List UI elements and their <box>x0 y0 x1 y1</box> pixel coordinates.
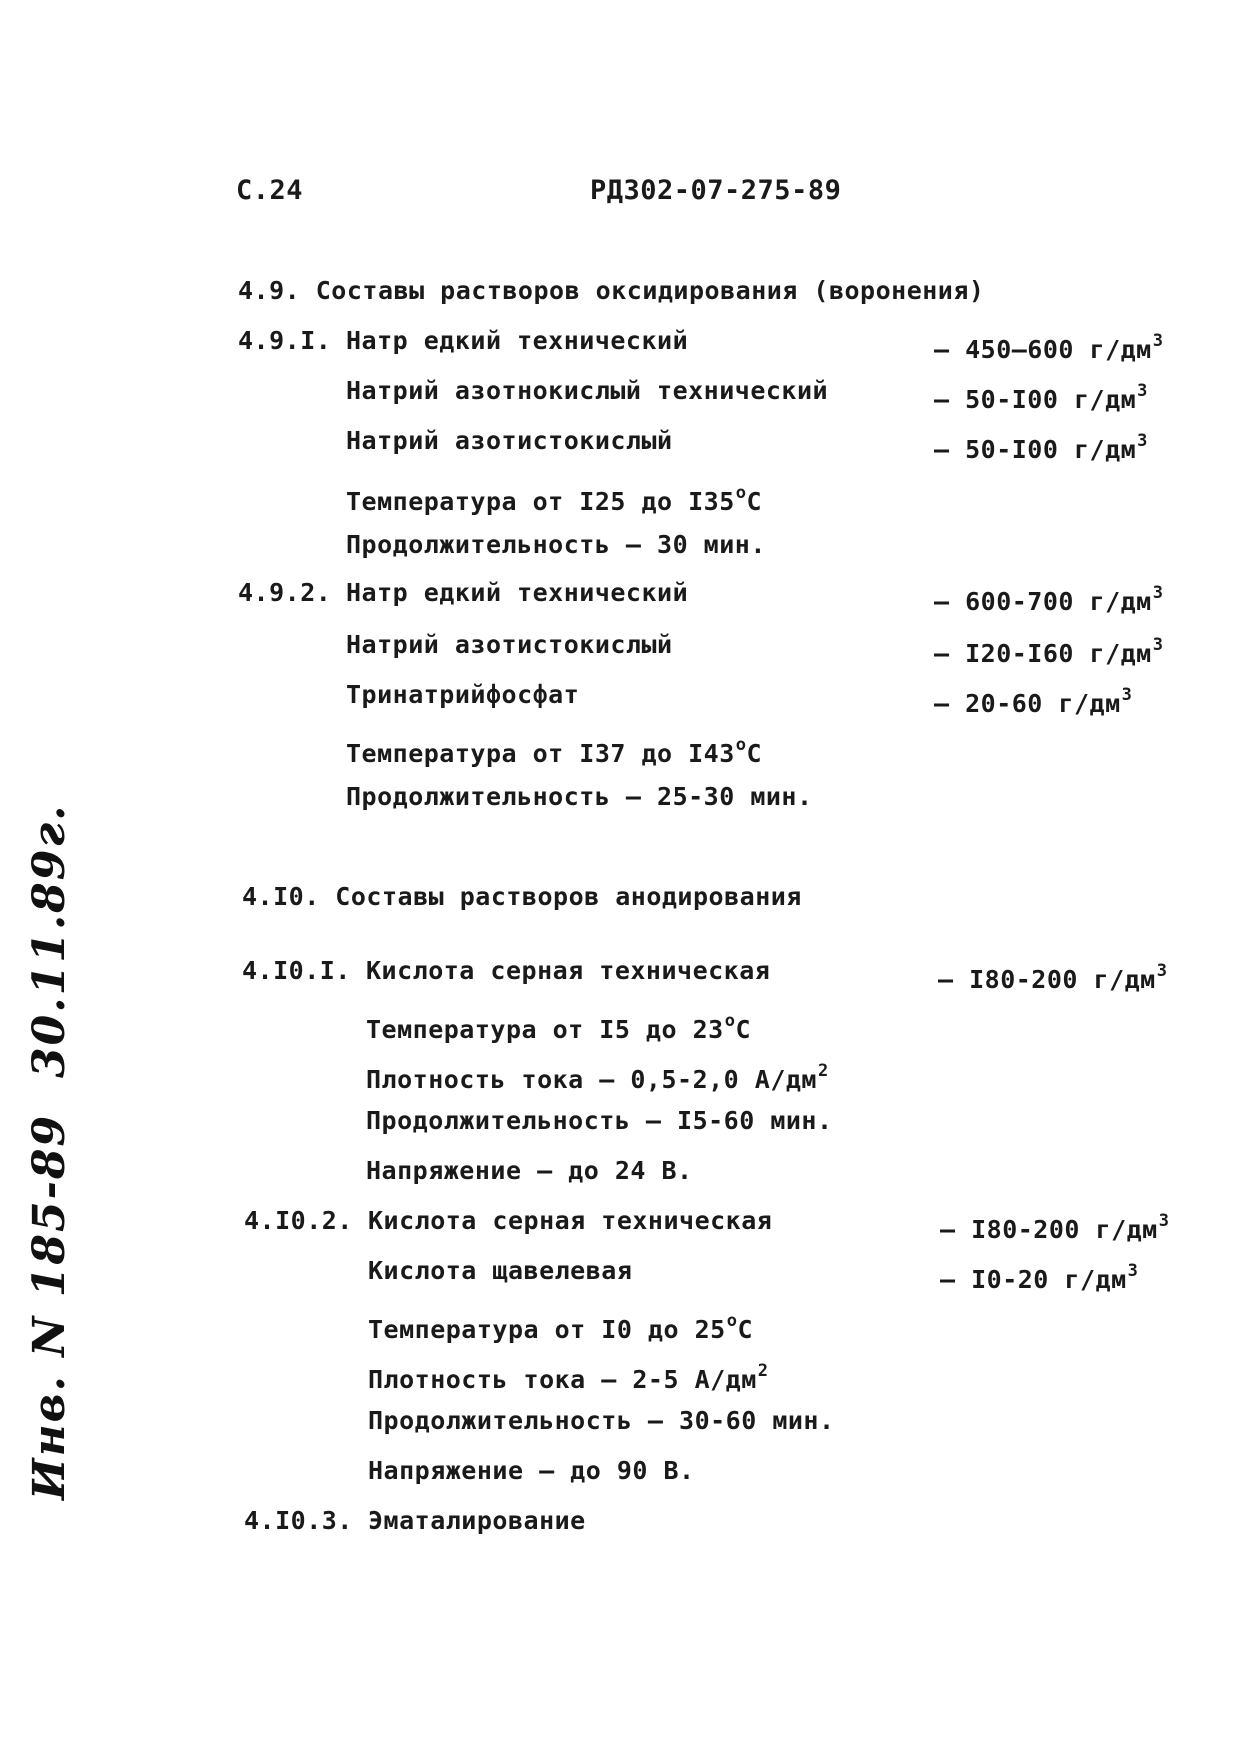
item-4-10-2-temperature: Температура от I0 до 25$^o$С <box>368 1311 753 1344</box>
item-4-10-2-value: – I80-200 $г/дм^3$ <box>940 1211 1170 1244</box>
item-4-9-2-component: Тринатрийфосфат <box>346 680 580 709</box>
item-4-10-2-number: 4.I0.2. <box>244 1206 353 1235</box>
item-4-9-1-component: Натр едкий технический <box>346 326 689 355</box>
item-4-9-1-duration: Продолжительность – 30 мин. <box>346 530 766 559</box>
item-4-10-1-current-density: Плотность тока – 0,5-2,0 $А/дм^2$ <box>366 1061 829 1094</box>
item-4-9-2-component: Натр едкий технический <box>346 578 689 607</box>
item-4-9-1-component: Натрий азотистокислый <box>346 426 673 455</box>
item-4-9-1-temperature: Температура от I25 до I35$^o$С <box>346 483 763 516</box>
item-4-9-2-value: – 600-700 $г/дм^3$ <box>934 583 1164 616</box>
item-4-10-2-voltage: Напряжение – до 90 В. <box>368 1456 695 1485</box>
inventory-number: Инв. N 185-89 <box>24 1113 75 1500</box>
item-4-10-3-text: Эматалирование <box>368 1506 586 1535</box>
item-4-9-1-value: – 450–600 $г/дм^3$ <box>934 331 1164 364</box>
item-4-10-1-component: Кислота серная техническая <box>366 956 771 985</box>
item-4-9-1-value: – 50-I00 $г/дм^3$ <box>934 381 1148 414</box>
item-4-9-2-number: 4.9.2. <box>238 578 332 607</box>
item-4-9-2-duration: Продолжительность – 25-30 мин. <box>346 782 813 811</box>
inventory-date: 30.11.89г. <box>24 803 75 1078</box>
item-4-10-1-duration: Продолжительность – I5-60 мин. <box>366 1106 833 1135</box>
item-4-9-1-component: Натрий азотнокислый технический <box>346 376 829 405</box>
document-code: РД302-07-275-89 <box>590 175 842 206</box>
item-4-10-1-voltage: Напряжение – до 24 В. <box>366 1156 693 1185</box>
item-4-10-2-value: – I0-20 $г/дм^3$ <box>940 1261 1139 1294</box>
item-4-10-2-component: Кислота серная техническая <box>368 1206 773 1235</box>
item-4-10-1-value: – I80-200 $г/дм^3$ <box>938 961 1168 994</box>
item-4-10-1-temperature: Температура от I5 до 23$^o$С <box>366 1011 751 1044</box>
handwritten-inventory-note <box>24 768 75 1500</box>
item-4-9-2-value: – 20-60 $г/дм^3$ <box>934 685 1133 718</box>
section-4-10-title: 4.I0. Составы растворов анодирования <box>242 882 802 911</box>
item-4-10-3-number: 4.I0.3. <box>244 1506 353 1535</box>
section-4-9-title: 4.9. Составы растворов оксидирования (воронения) <box>238 276 985 305</box>
item-4-9-2-component: Натрий азотистокислый <box>346 630 673 659</box>
item-4-10-1-number: 4.I0.I. <box>242 956 351 985</box>
page-number: С.24 <box>236 175 304 206</box>
item-4-10-2-component: Кислота щавелевая <box>368 1256 633 1285</box>
item-4-10-2-duration: Продолжительность – 30-60 мин. <box>368 1406 835 1435</box>
item-4-9-1-number: 4.9.I. <box>238 326 332 355</box>
item-4-9-2-value: – I20-I60 $г/дм^3$ <box>934 635 1164 668</box>
item-4-9-1-value: – 50-I00 $г/дм^3$ <box>934 431 1148 464</box>
item-4-9-2-temperature: Температура от I37 до I43$^o$С <box>346 735 763 768</box>
item-4-10-2-current-density: Плотность тока – 2-5 $А/дм^2$ <box>368 1361 769 1394</box>
